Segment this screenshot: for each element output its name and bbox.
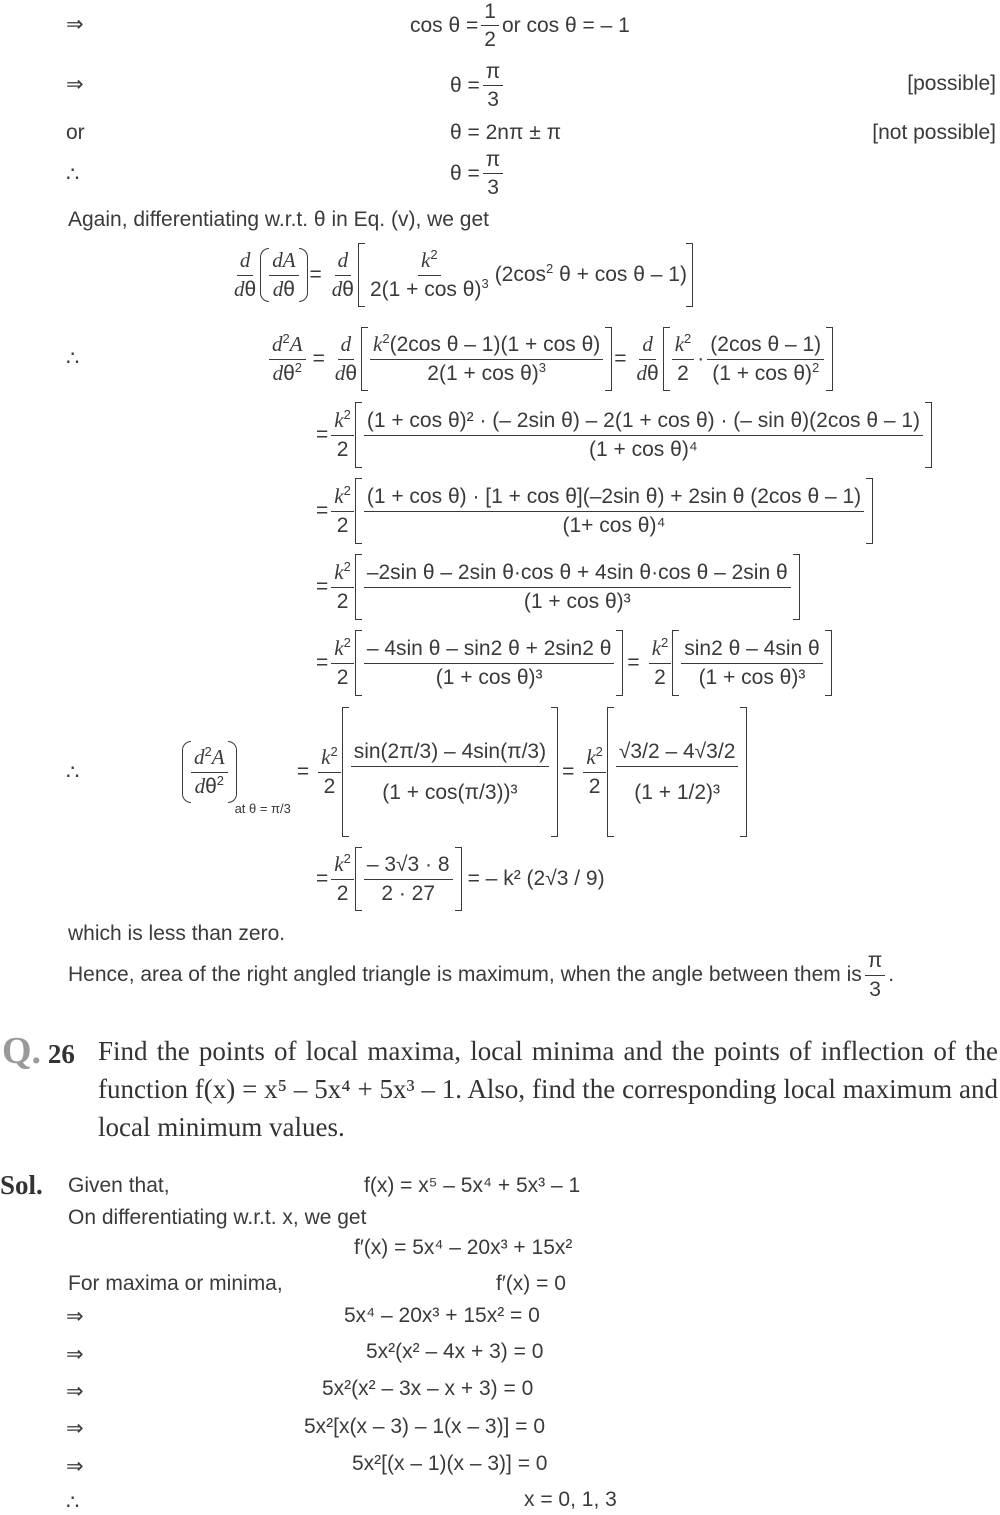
implies-symbol: ⇒ <box>66 1417 84 1440</box>
paren-group: $\frac{dA}{d\theta}$ <box>262 248 305 302</box>
theta-2npi-equation: θ = 2nπ ± π <box>450 121 562 144</box>
cos-theta-equation <box>410 0 630 51</box>
derivation-line-7: $\frac{d^2A}{d\theta^2}$ at θ = π/3 = $\frac{k^2}{2}$ $\frac{\sin(2\pi/3) - 4\sin(\pi/3)}{\text{(1 + cos(π/3))³}}$ = $\frac{k^2}{2}$ $\frac{√3/2 - 4√3/2}{\text{(1 + 1/2)³}}$ <box>184 706 745 838</box>
numerator: – 4sin θ – sin2 θ + 2sin2 θ <box>364 637 615 663</box>
not-possible-tag: [not possible] <box>872 121 996 144</box>
question-text: Find the points of local maxima, local minima and the points of inflection of the function f(x) = x⁵ – 5x⁴ + 5x³ – 1. Also, find the corresponding local maximum and local minimum values. <box>98 1036 998 1142</box>
step-1: 5x⁴ – 20x³ + 15x² = 0 <box>344 1304 540 1327</box>
denominator: 2 <box>484 28 496 52</box>
numerator: (1 + cos θ)² · (– 2sin θ) – 2(1 + cos θ) · (– sin θ)(2cos θ – 1) <box>364 409 923 435</box>
numerator: π <box>865 949 886 975</box>
fraction <box>481 0 499 51</box>
derivation-line-3: = $\frac{k^2}{2}$ (1 + cos θ)² · (– 2sin θ) – 2(1 + cos θ) · (– sin θ)(2cos θ – 1) (1 + cos θ)⁴ <box>316 402 930 468</box>
numerator: sin(2π/3) – 4sin(π/3) <box>351 740 549 766</box>
numerator: –2sin θ – 2sin θ·cos θ + 4sin θ·cos θ – 2sin θ <box>364 561 791 587</box>
lhs-paren: $\frac{d^2A}{d\theta^2}$ <box>184 741 235 803</box>
equals: = <box>316 423 329 446</box>
step-6: x = 0, 1, 3 <box>524 1488 617 1511</box>
result: = – k² (2√3 / 9) <box>467 867 605 890</box>
equals: = <box>627 651 640 674</box>
denominator: 2 · 27 <box>381 881 436 905</box>
step-3: 5x²(x² – 3x – x + 3) = 0 <box>322 1377 534 1400</box>
question-label <box>2 1032 75 1073</box>
equals: = <box>296 760 310 783</box>
derivation-line-8: = $\frac{k^2}{2}$ $\frac{- 3√3 \cdot 8}{2 \cdot 27}$ = – k² (2√3 / 9) <box>316 846 605 912</box>
given-text: Given that, <box>68 1174 170 1197</box>
question-number: 26 <box>47 1039 75 1069</box>
step-2: 5x²(x² – 4x + 3) = 0 <box>366 1340 544 1363</box>
eq-text: θ = <box>450 73 480 97</box>
step-5: 5x²[(x – 1)(x – 3)] = 0 <box>352 1452 548 1475</box>
numerator: √3/2 – 4√3/2 <box>616 740 738 766</box>
denominator: (1 + cos θ)⁴ <box>589 437 698 461</box>
theta-pi-3-equation <box>450 60 506 111</box>
equals: = <box>562 760 575 783</box>
eq-text: cos θ = <box>410 13 479 37</box>
implies-symbol: ⇒ <box>66 1343 84 1366</box>
therefore-symbol: ∴ <box>66 1491 80 1514</box>
given-equation: f(x) = x⁵ – 5x⁴ + 5x³ – 1 <box>364 1174 581 1197</box>
fraction <box>865 949 886 1000</box>
fraction <box>483 60 504 111</box>
derivation-line-6: = $\frac{k^2}{2}$ $\frac{\text{– 4sin θ – sin2 θ + 2sin2 θ}}{\text{(1 + cos θ)³}}$ = $\frac{k^2}{2}$ $\frac{\text{sin2 θ – 4sin θ}}{\text{(1 + cos θ)³}}$ <box>316 630 830 696</box>
derivation-line-5: = $\frac{k^2}{2}$ $\frac{\text{–2sin θ – 2sin θ·cos θ + 4sin θ·cos θ – 2sin θ}}{\text{(1 + cos θ)³}}$ <box>316 554 798 620</box>
denominator: (1 + cos θ)³ <box>698 665 806 689</box>
equals: = <box>316 575 329 598</box>
hence-sentence: Hence, area of the right angled triangle is maximum, when the angle between them is <box>68 963 862 986</box>
denominator: 3 <box>487 88 499 112</box>
therefore-symbol: ∴ <box>66 761 80 784</box>
denominator: (1+ cos θ)⁴ <box>562 513 666 537</box>
again-text: Again, differentiating w.r.t. θ in Eq. (v), we get <box>68 208 490 231</box>
at-theta-subscript: at θ = π/3 <box>234 801 291 816</box>
step-4: 5x²[x(x – 3) – 1(x – 3)] = 0 <box>304 1415 546 1438</box>
denominator: (1 + cos θ)³ <box>523 589 631 613</box>
therefore-symbol: ∴ <box>66 347 80 370</box>
numerator: π <box>483 60 504 86</box>
q-mark: Q. <box>2 1030 42 1072</box>
diff-text: On differentiating w.r.t. x, we get <box>68 1206 367 1229</box>
derivation-line-4: = $\frac{k^2}{2}$ $\frac{\text{(1 + cos θ) · [1 + cos θ](–2sin θ) + 2sin θ (2cos θ – 1)}}{\text{(1+ cos θ)⁴}}$ <box>316 478 871 544</box>
denominator: (1 + 1/2)³ <box>634 780 721 804</box>
numerator: – 3√3 · 8 <box>364 853 453 879</box>
d-dtheta: $\frac{d}{d\theta}$ <box>234 248 257 301</box>
derivative-equation: f′(x) = 5x⁴ – 20x³ + 15x² <box>354 1236 573 1259</box>
denominator: (1 + cos(π/3))³ <box>382 780 518 804</box>
derivation-line-2: $\frac{d^2A}{d\theta^2}$ = $\frac{d}{d\theta}$ $\frac{k^2(2\cos \theta - 1)(1 + \cos \theta)}{2(1 + \cos \theta)^3}$ = $\frac{d}{d\theta}$ $\frac{k^2}{2}$ · $\frac{\text{(2cos θ – 1)}}{(1 + \cos \theta)^2}$ <box>266 326 831 392</box>
hence-text: Hence, area of the right angled triangle is maximum, when the angle between them is $\frac{\pi}{3}$ . <box>68 949 895 1001</box>
denominator: 3 <box>869 977 881 1001</box>
therefore-symbol: ∴ <box>66 163 80 186</box>
implies-symbol: ⇒ <box>66 1455 84 1478</box>
theta-pi-3-result <box>450 148 506 199</box>
derivation-line-1: $\frac{d}{d\theta}$ $\frac{dA}{d\theta}$ = $\frac{d}{d\theta}$ $\frac{k^2}{2(1 + \cos \theta)^3}$ ($2\cos^2$ θ + cos θ – 1) <box>228 242 691 308</box>
numerator: (1 + cos θ) · [1 + cos θ](–2sin θ) + 2sin θ (2cos θ – 1) <box>364 485 864 511</box>
equals: = <box>316 651 329 674</box>
or-label: or <box>66 121 85 144</box>
possible-tag: [possible] <box>907 72 996 95</box>
implies-symbol: ⇒ <box>66 13 84 36</box>
numerator: 1 <box>481 0 499 26</box>
eq-text: θ = <box>450 161 480 185</box>
implies-symbol: ⇒ <box>66 1305 84 1328</box>
fraction <box>483 148 504 199</box>
less-than-zero-text: which is less than zero. <box>68 922 286 945</box>
bracket-group: $\frac{k^2}{2(1 + \cos \theta)^3}$ ($2\cos^2$ θ + cos θ – 1) <box>360 243 691 307</box>
denominator: 3 <box>487 176 499 200</box>
solution-label: Sol. <box>0 1170 43 1200</box>
equals: = <box>316 499 329 522</box>
eq-text: or cos θ = – 1 <box>501 13 630 37</box>
denominator: (1 + cos θ)³ <box>435 665 543 689</box>
implies-symbol: ⇒ <box>66 73 84 96</box>
numerator: sin2 θ – 4sin θ <box>681 637 822 663</box>
numerator: π <box>483 148 504 174</box>
equals: = <box>316 867 329 890</box>
maxmin-text: For maxima or minima, <box>68 1272 283 1295</box>
maxmin-equation: f′(x) = 0 <box>496 1272 566 1295</box>
implies-symbol: ⇒ <box>66 1380 84 1403</box>
